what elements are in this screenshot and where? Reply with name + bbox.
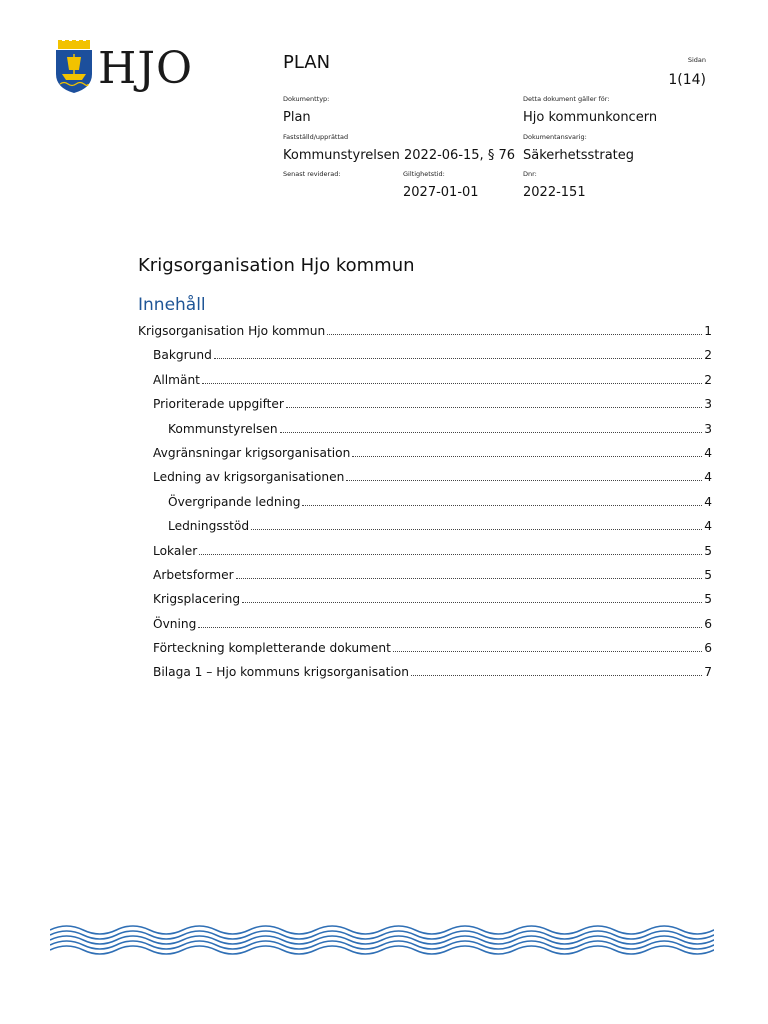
logo-text: HJO	[98, 43, 194, 94]
giltighetstid-label: Giltighetstid:	[403, 170, 445, 178]
toc-entry-label[interactable]: Övning	[153, 616, 197, 631]
toc-entry-label[interactable]: Ledning av krigsorganisationen	[153, 470, 345, 485]
toc-entry-page: 4	[704, 445, 712, 460]
toc-entry[interactable]	[138, 544, 712, 568]
toc-entry-label[interactable]: Förteckning kompletterande dokument	[153, 641, 391, 656]
toc-leader-dots	[302, 495, 702, 506]
wave-line	[50, 941, 714, 949]
toc-entry-page: 4	[704, 470, 712, 485]
wave-line	[50, 931, 714, 939]
wave-line	[50, 926, 714, 934]
toc-leader-dots	[199, 544, 702, 555]
page-number: 1(14)	[668, 72, 706, 88]
document-title: Krigsorganisation Hjo kommun	[138, 255, 415, 276]
toc-leader-dots	[280, 422, 703, 433]
toc-entry[interactable]	[138, 568, 712, 592]
toc-heading: Innehåll	[138, 295, 206, 315]
giltighetstid-value: 2027-01-01	[403, 185, 479, 200]
toc-leader-dots	[346, 470, 702, 481]
toc-entry-label[interactable]: Övergripande ledning	[168, 494, 301, 509]
toc-entry-label[interactable]: Prioriterade uppgifter	[153, 397, 284, 412]
dnr-label: Dnr:	[523, 170, 537, 178]
toc-entry[interactable]	[138, 592, 712, 616]
toc-entry[interactable]	[138, 519, 712, 543]
toc-entry[interactable]	[138, 665, 712, 689]
toc-entry-page: 5	[704, 592, 712, 607]
wave-line	[50, 936, 714, 944]
wave-line	[50, 946, 714, 954]
toc-entry[interactable]	[138, 446, 712, 470]
toc-entry-label[interactable]: Ledningsstöd	[168, 519, 250, 534]
toc-entry-label[interactable]: Krigsorganisation Hjo kommun	[138, 324, 326, 338]
toc-leader-dots	[411, 665, 702, 676]
toc-entry[interactable]	[138, 373, 712, 397]
toc-leader-dots	[202, 373, 702, 384]
galler-for-value: Hjo kommunkoncern	[523, 110, 658, 125]
reviderad-label: Senast reviderad:	[283, 170, 341, 178]
toc-entry[interactable]	[138, 617, 712, 641]
faststalld-value: Kommunstyrelsen 2022-06-15, § 76	[283, 148, 516, 163]
wave-lines-decoration	[50, 912, 714, 968]
toc-entry-label[interactable]: Arbetsformer	[153, 567, 234, 582]
page-label: Sidan	[687, 56, 706, 64]
toc-entry-page: 7	[704, 665, 712, 680]
toc-entry-page: 2	[704, 372, 712, 387]
toc-entry-page: 3	[704, 397, 712, 412]
hjo-coat-of-arms-icon	[54, 40, 94, 94]
toc-entry[interactable]	[138, 641, 712, 665]
toc-leader-dots	[393, 641, 702, 652]
toc-entry-page: 3	[704, 421, 712, 436]
toc-entry-label[interactable]: Kommunstyrelsen	[168, 421, 278, 436]
toc-entry[interactable]	[138, 397, 712, 421]
toc-entry-page: 2	[704, 348, 712, 363]
toc-leader-dots	[352, 446, 702, 457]
toc-entry[interactable]	[138, 470, 712, 494]
dokumenttyp-label: Dokumenttyp:	[283, 95, 330, 103]
toc-entry-page: 6	[704, 616, 712, 631]
toc-entry[interactable]	[138, 348, 712, 372]
ansvarig-label: Dokumentansvarig:	[523, 133, 587, 141]
toc-entry-page: 4	[704, 494, 712, 509]
toc-leader-dots	[242, 592, 702, 603]
toc-entry[interactable]	[138, 495, 712, 519]
faststalld-label: Fastställd/upprättad	[283, 133, 349, 141]
dokumenttyp-value: Plan	[283, 110, 311, 125]
toc-entry-label[interactable]: Krigsplacering	[153, 592, 241, 607]
toc-entry-page: 1	[704, 324, 712, 338]
toc-entry-page: 5	[704, 543, 712, 558]
toc-leader-dots	[286, 397, 702, 408]
toc-leader-dots	[327, 324, 702, 335]
table-of-contents	[138, 324, 712, 690]
dnr-value: 2022-151	[523, 185, 586, 200]
toc-entry[interactable]	[138, 422, 712, 446]
toc-leader-dots	[198, 617, 702, 628]
toc-leader-dots	[236, 568, 703, 579]
toc-entry-label[interactable]: Bilaga 1 – Hjo kommuns krigsorganisation	[153, 665, 409, 680]
galler-for-label: Detta dokument gäller för:	[523, 95, 610, 103]
toc-leader-dots	[214, 348, 702, 359]
doc-type-heading: PLAN	[283, 52, 331, 73]
toc-entry-label[interactable]: Bakgrund	[153, 348, 212, 363]
toc-entry-page: 5	[704, 567, 712, 582]
toc-entry-label[interactable]: Allmänt	[153, 372, 200, 387]
toc-entry-page: 4	[704, 519, 712, 534]
toc-entry-label[interactable]: Avgränsningar krigsorganisation	[153, 445, 351, 460]
toc-entry-page: 6	[704, 641, 712, 656]
ansvarig-value: Säkerhetsstrateg	[523, 148, 635, 163]
toc-entry[interactable]	[138, 324, 712, 348]
toc-leader-dots	[251, 519, 702, 530]
toc-entry-label[interactable]: Lokaler	[153, 543, 198, 558]
